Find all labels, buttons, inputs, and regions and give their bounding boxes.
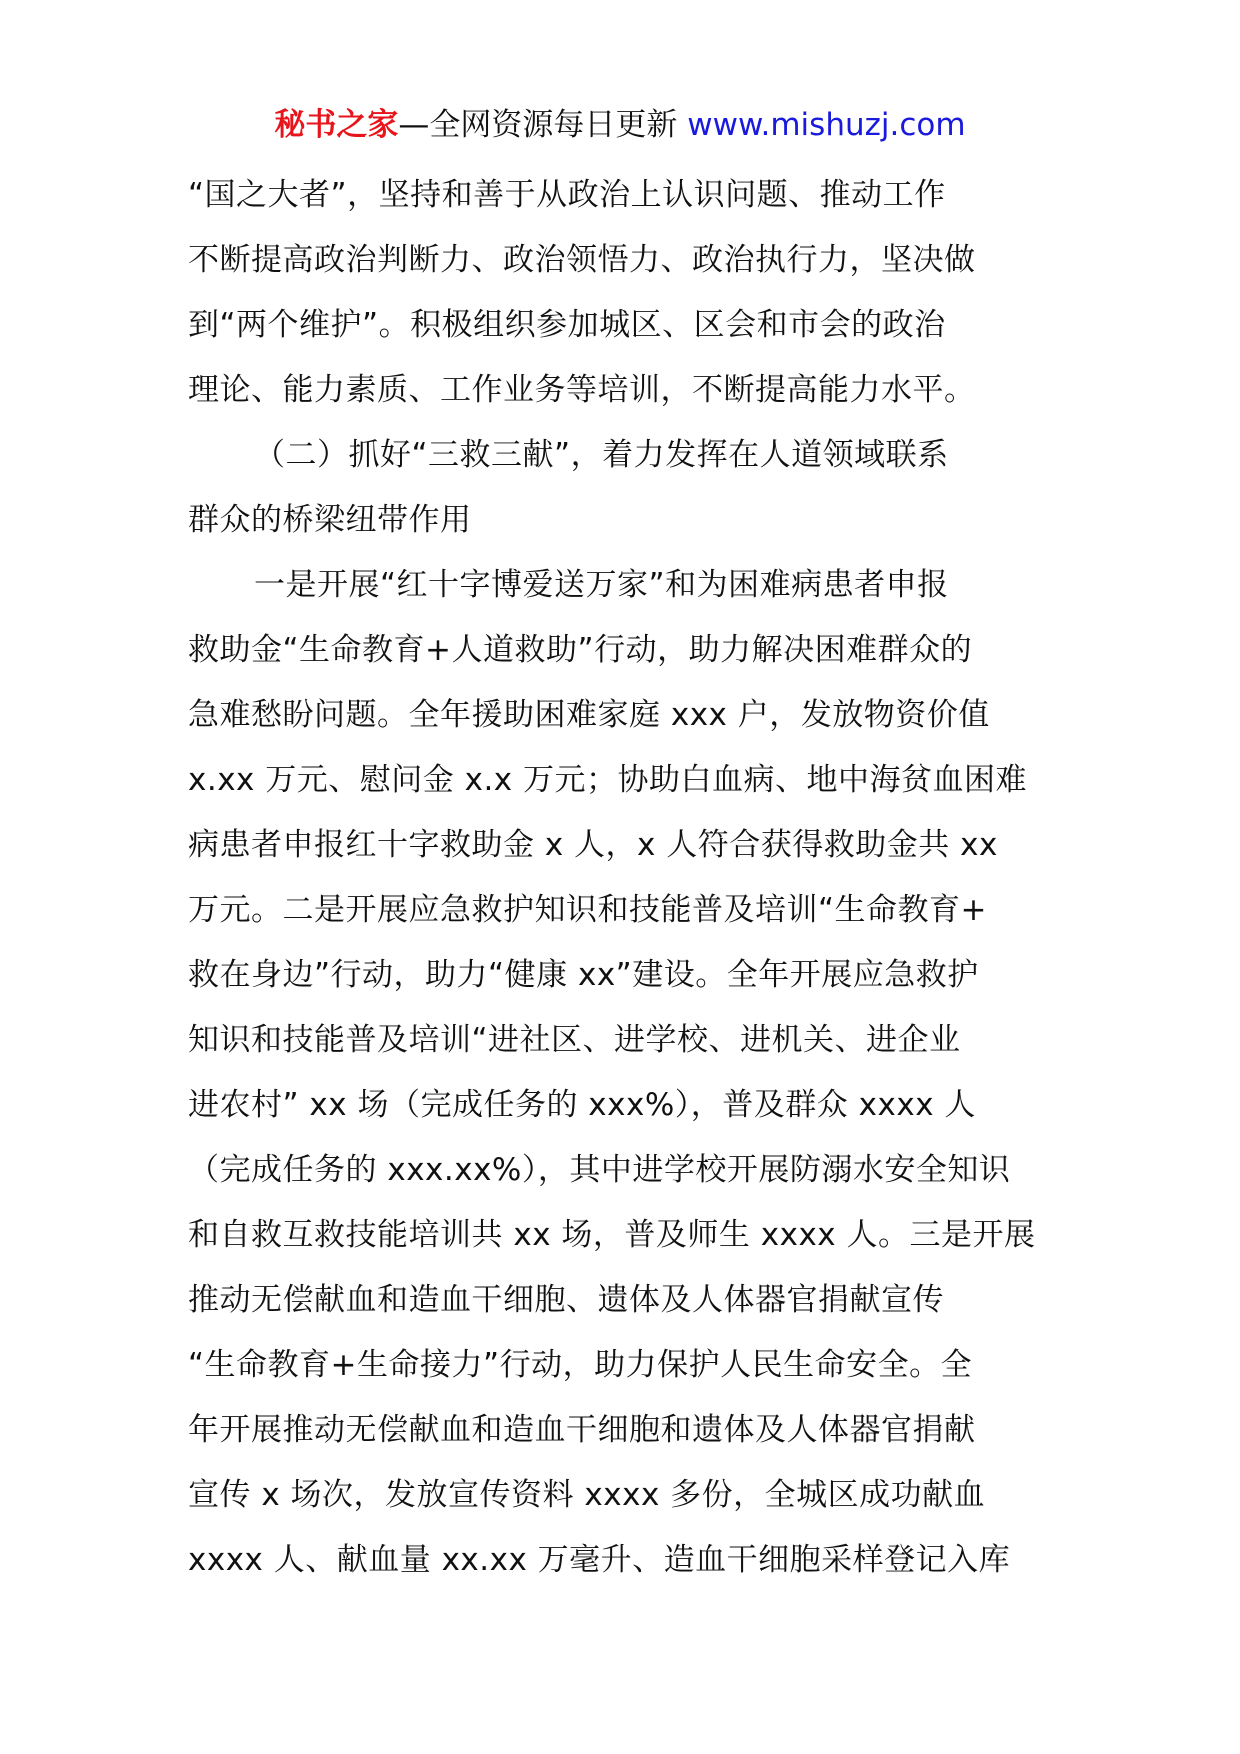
text-line: 万元。二是开展应急救护知识和技能普及培训“生命教育+ bbox=[188, 892, 988, 928]
text-line: “生命教育+生命接力”行动，助力保护人民生命安全。全 bbox=[188, 1347, 973, 1383]
text-line: 救在身边”行动，助力“健康 xx”建设。全年开展应急救护 bbox=[188, 957, 979, 993]
section-heading-line: 群众的桥梁纽带作用 bbox=[188, 502, 472, 538]
text-line: 病患者申报红十字救助金 x 人，x 人符合获得救助金共 xx bbox=[188, 827, 998, 863]
header-url-link[interactable]: www.mishuzj.com bbox=[687, 107, 966, 143]
text-line: 推动无偿献血和造血干细胞、遗体及人体器官捐献宣传 bbox=[188, 1282, 944, 1318]
text-line: x.xx 万元、慰问金 x.x 万元；协助白血病、地中海贫血困难 bbox=[188, 762, 1027, 798]
text-line: 进农村” xx 场（完成任务的 xxx%），普及群众 xxxx 人 bbox=[188, 1087, 976, 1123]
text-line: “国之大者”，坚持和善于从政治上认识问题、推动工作 bbox=[188, 177, 946, 213]
text-line: （完成任务的 xxx.xx%），其中进学校开展防溺水安全知识 bbox=[188, 1152, 1011, 1188]
text-line: 不断提高政治判断力、政治领悟力、政治执行力，坚决做 bbox=[188, 242, 976, 278]
document-body bbox=[188, 163, 1068, 1593]
text-line: 急难愁盼问题。全年援助困难家庭 xxx 户，发放物资价值 bbox=[188, 697, 990, 733]
page-header bbox=[0, 100, 1240, 150]
header-brand: 秘书之家 bbox=[274, 107, 399, 143]
text-line: xxxx 人、献血量 xx.xx 万毫升、造血干细胞采样登记入库 bbox=[188, 1542, 1011, 1578]
text-line: 年开展推动无偿献血和造血干细胞和遗体及人体器官捐献 bbox=[188, 1412, 976, 1448]
text-line: 理论、能力素质、工作业务等培训，不断提高能力水平。 bbox=[188, 372, 976, 408]
text-line: 一是开展“红十字博爱送万家”和为困难病患者申报 bbox=[254, 567, 949, 603]
text-line: 宣传 x 场次，发放宣传资料 xxxx 多份，全城区成功献血 bbox=[188, 1477, 986, 1513]
text-line: 和自救互救技能培训共 xx 场，普及师生 xxxx 人。三是开展 bbox=[188, 1217, 1036, 1253]
header-slogan: —全网资源每日更新 bbox=[398, 107, 688, 143]
text-line: 知识和技能普及培训“进社区、进学校、进机关、进企业 bbox=[188, 1022, 961, 1058]
section-heading-line: （二）抓好“三救三献”，着力发挥在人道领域联系 bbox=[254, 437, 949, 473]
text-line: 到“两个维护”。积极组织参加城区、区会和市会的政治 bbox=[188, 307, 946, 343]
text-line: 救助金“生命教育+人道救助”行动，助力解决困难群众的 bbox=[188, 632, 973, 668]
